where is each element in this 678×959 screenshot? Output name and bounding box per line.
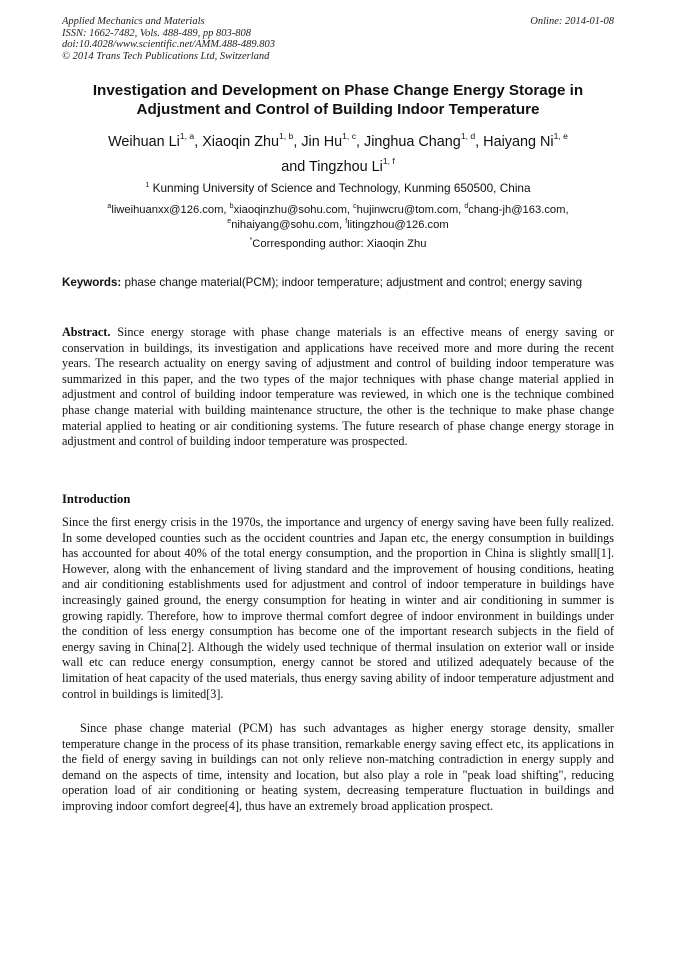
keywords-label: Keywords: xyxy=(62,276,122,289)
journal-header xyxy=(62,16,614,62)
keywords-text: phase change material(PCM); indoor temperature; adjustment and control; energy saving xyxy=(124,276,583,289)
author: and Tingzhou Li$^{1, f}$ xyxy=(281,156,395,175)
email: $^d$chang-jh@163.com, xyxy=(464,203,569,216)
email: $^f$litingzhou@126.com xyxy=(345,217,449,231)
email: $^b$xiaoqinzhu@sohu.com, xyxy=(229,203,354,216)
paper-title: Investigation and Development on Phase Change Energy Storage in Adjustment and Control of Building Indoor Temperature xyxy=(92,82,584,118)
paragraph: Since phase change material (PCM) has such advantages as higher energy storage density, smaller temperature change in the process of its phase transition, remarkable energy saving effect etc, its applications in the field of energy saving in buildings can not only relieve non-matching contradiction in energy supply and demand on the aspects of time, intensity and location, but also play a role in "peak load shifting", reducing operation load of air conditioning or heating system, decreasing temperature fluctuation in buildings and improving indoor comfort degree[4], thus have an extremely broad application prospect. xyxy=(62,721,614,813)
copyright-line: © 2014 Trans Tech Publications Ltd, Switzerland xyxy=(62,50,270,62)
author: Jin Hu$^{1, c}$, xyxy=(301,131,364,150)
abstract-text: Since energy storage with phase change materials is an effective means of energy saving or conservation in buildings, its investigation and applications have received more and more during the recent years. The research actuality on energy saving of adjustment and control of building indoor temperature was summarized in this paper, and the two types of the major techniques with phase change material applied in adjustment and control of building indoor temperature was reviewed, in which one is the technique combined phase change material with building maintenance structure, the other is the technique to make phase change material applied to heating or air conditioning systems. The future research of phase change energy storage in adjustment and control of building indoor temperature was prospected. xyxy=(62,325,614,449)
paragraph: Since the first energy crisis in the 1970s, the importance and urgency of energy saving have been fully realized. In some developed counties such as the occident countries and Japan etc, the energy consumption in buildings has accounted for about 40% of the total energy consumption, and the proportion in China is slightly small[1]. However, along with the enhancement of living standard and the improvement of housing conditions, heating and air conditioning establishments used for adjustment and control of indoor temperature in buildings have increasingly gained ground, the energy consumption for heating in winter and air conditioning in summer is growing rapidly. Therefore, how to improve thermal comfort degree of indoor environment in buildings under the condition of less energy consumption has become one of the important research subjects in the field of energy saving in China[2]. Although the widely used technique of thermal insulation on exterior wall or inside wall etc can reduce energy consumption, energy cannot be stored and utilized adequately because of the limitation of heat capacity of the used materials, thus energy saving ability of indoor temperature adjustment and control in buildings is limited[3]. xyxy=(62,515,614,701)
introduction-heading: Introduction xyxy=(62,492,131,506)
author: Weihuan Li$^{1, a}$, xyxy=(108,131,203,150)
author: Xiaoqin Zhu$^{1, b}$, xyxy=(202,131,302,150)
author: Jinghua Chang$^{1, d}$, xyxy=(364,131,484,150)
email: $^e$nihaiyang@sohu.com, xyxy=(227,217,346,231)
author: Haiyang Ni$^{1, e}$ xyxy=(483,131,568,150)
online-date: Online: 2014-01-08 xyxy=(530,16,614,27)
issn-line: ISSN: 1662-7482, Vols. 488-489, pp 803-808 xyxy=(62,27,251,39)
corresponding-author: *Corresponding author: Xiaoqin Zhu xyxy=(249,237,427,250)
email: $^a$liweihuanxx@126.com, xyxy=(107,203,230,216)
author-list xyxy=(62,130,614,180)
affiliation: $^1$ Kunming University of Science and Technology, Kunming 650500, China xyxy=(145,181,531,195)
doi-line: doi:10.4028/www.scientific.net/AMM.488-489.803 xyxy=(62,39,275,51)
email-list xyxy=(62,203,614,232)
journal-name: Applied Mechanics and Materials xyxy=(62,16,205,27)
abstract xyxy=(62,325,614,450)
email: $^c$hujinwcru@tom.com, xyxy=(353,203,465,216)
abstract-label: Abstract. xyxy=(62,325,111,339)
keywords xyxy=(62,275,614,290)
